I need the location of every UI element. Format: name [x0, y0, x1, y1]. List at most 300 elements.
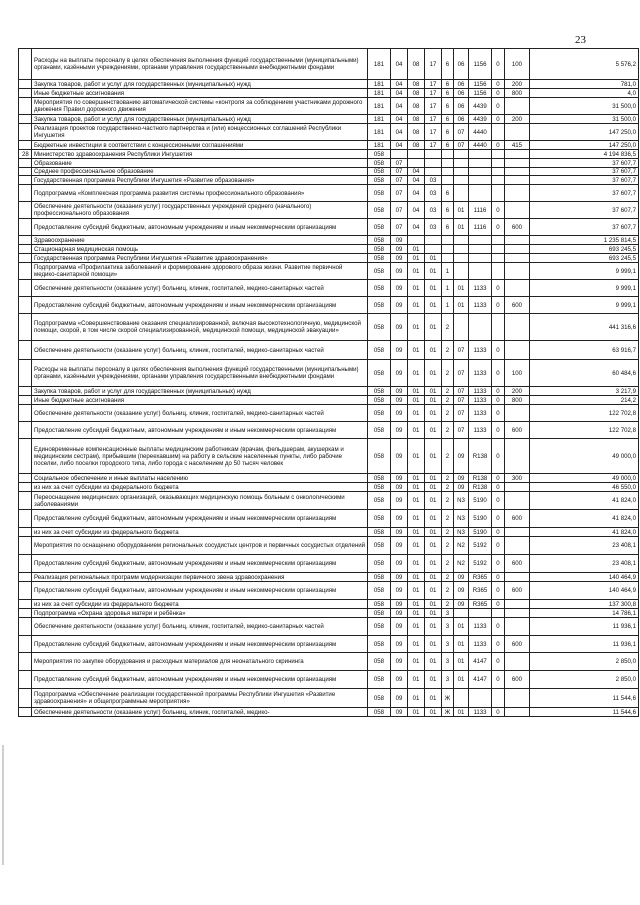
cell-os: [454, 185, 469, 202]
cell-dir: 1133: [469, 341, 492, 360]
cell-pp: 2: [442, 483, 454, 492]
cell-name: Предоставление субсидий бюджетным, автономным учреждениям и иным некоммерческим организациям: [32, 219, 368, 236]
cell-rz: 04: [391, 98, 408, 115]
cell-pp: 3: [442, 636, 454, 653]
cell-sum: 41 824,0: [530, 492, 639, 510]
cell-k: 0: [492, 618, 505, 636]
cell-vr: [505, 254, 530, 263]
cell-k: 0: [492, 141, 505, 150]
cell-n: [19, 387, 32, 396]
cell-pp: 2: [442, 422, 454, 439]
cell-k: [492, 609, 505, 618]
cell-name: Предоставление субсидий бюджетным, автономным учреждениям и иным некоммерческим организациям: [32, 555, 368, 573]
cell-n: [19, 115, 32, 124]
cell-n: [19, 573, 32, 582]
cell-pp: 6: [442, 98, 454, 115]
cell-pp: [442, 236, 454, 245]
cell-os: 01: [454, 280, 469, 297]
cell-os: 09: [454, 439, 469, 474]
cell-k: 0: [492, 89, 505, 98]
cell-dir: [469, 185, 492, 202]
cell-p: 01: [425, 636, 442, 653]
cell-ved: 058: [368, 168, 391, 176]
cell-pp: 2: [442, 360, 454, 387]
cell-vr: 200: [505, 80, 530, 89]
cell-os: 07: [454, 405, 469, 422]
cell-k: 0: [492, 474, 505, 483]
cell-sum: 1 235 814,5: [530, 236, 639, 245]
cell-name: Обеспечение деятельности (оказание услуг) больниц, клиник, госпиталей, медико-санитарных частей: [32, 618, 368, 636]
cell-pp: 2: [442, 396, 454, 405]
cell-os: 01: [454, 636, 469, 653]
cell-p: 03: [425, 176, 442, 185]
cell-ved: 181: [368, 141, 391, 150]
cell-dir: 1116: [469, 219, 492, 236]
cell-pp: 6: [442, 219, 454, 236]
cell-ved: 181: [368, 89, 391, 98]
cell-p: 01: [425, 483, 442, 492]
cell-pr: 04: [408, 176, 425, 185]
cell-rz: 09: [391, 245, 408, 254]
cell-name: Предоставление субсидий бюджетным, автономным учреждениям и иным некоммерческим организациям: [32, 422, 368, 439]
cell-n: [19, 202, 32, 219]
cell-p: 01: [425, 708, 442, 717]
cell-p: 03: [425, 219, 442, 236]
cell-dir: R138: [469, 474, 492, 483]
cell-ved: 058: [368, 360, 391, 387]
budget-table: [18, 48, 639, 717]
cell-sum: 23 408,1: [530, 555, 639, 573]
cell-rz: 09: [391, 474, 408, 483]
cell-name: Реализация региональных программ модернизации первичного звена здравоохранения: [32, 573, 368, 582]
cell-p: 01: [425, 510, 442, 528]
cell-os: [454, 159, 469, 168]
cell-n: [19, 396, 32, 405]
cell-ved: 058: [368, 263, 391, 280]
cell-p: 01: [425, 528, 442, 537]
scan-edge-mark: [2, 745, 4, 865]
cell-os: [454, 176, 469, 185]
cell-os: 09: [454, 573, 469, 582]
cell-name: Государственная программа Республики Ингушетия «Развитие здравоохранения»: [32, 254, 368, 263]
cell-n: [19, 600, 32, 609]
cell-k: 0: [492, 387, 505, 396]
cell-rz: 09: [391, 297, 408, 314]
cell-ved: 058: [368, 396, 391, 405]
cell-dir: 4147: [469, 653, 492, 671]
cell-p: 01: [425, 422, 442, 439]
cell-k: 0: [492, 98, 505, 115]
cell-n: [19, 708, 32, 717]
cell-rz: 04: [391, 115, 408, 124]
cell-p: [425, 236, 442, 245]
cell-rz: 04: [391, 49, 408, 80]
cell-name: Образование: [32, 159, 368, 168]
cell-rz: 09: [391, 280, 408, 297]
cell-name: Предоставление субсидий бюджетным, автономным учреждениям и иным некоммерческим организациям: [32, 582, 368, 600]
cell-pr: 01: [408, 537, 425, 555]
cell-vr: [505, 168, 530, 176]
cell-ved: 058: [368, 314, 391, 341]
cell-pp: 6: [442, 124, 454, 141]
cell-vr: [505, 708, 530, 717]
cell-vr: [505, 483, 530, 492]
table-row: [19, 387, 639, 396]
cell-rz: 09: [391, 510, 408, 528]
cell-sum: 9 999,1: [530, 280, 639, 297]
table-row: [19, 124, 639, 141]
cell-k: [492, 263, 505, 280]
cell-ved: 058: [368, 609, 391, 618]
cell-name: Предоставление субсидий бюджетным, автономным учреждениям и иным некоммерческим организациям: [32, 671, 368, 689]
cell-sum: 4,0: [530, 89, 639, 98]
cell-vr: [505, 185, 530, 202]
cell-rz: 09: [391, 405, 408, 422]
cell-sum: 41 824,0: [530, 528, 639, 537]
cell-ved: 058: [368, 555, 391, 573]
cell-sum: 214,2: [530, 396, 639, 405]
cell-name: Обеспечение деятельности (оказания услуг) государственных учреждений среднего (начального) профессионального образования: [32, 202, 368, 219]
cell-sum: 693 245,5: [530, 245, 639, 254]
cell-n: [19, 555, 32, 573]
cell-rz: 09: [391, 492, 408, 510]
cell-name: Предоставление субсидий бюджетным, автономным учреждениям и иным некоммерческим организациям: [32, 297, 368, 314]
cell-ved: 058: [368, 492, 391, 510]
table-row: [19, 600, 639, 609]
cell-rz: 09: [391, 671, 408, 689]
cell-dir: [469, 689, 492, 708]
cell-sum: 122 702,8: [530, 405, 639, 422]
cell-os: [454, 168, 469, 176]
cell-ved: 058: [368, 219, 391, 236]
cell-dir: R138: [469, 439, 492, 474]
cell-pp: 1: [442, 280, 454, 297]
cell-sum: 2 850,0: [530, 653, 639, 671]
cell-rz: 04: [391, 89, 408, 98]
cell-p: 17: [425, 80, 442, 89]
cell-k: 0: [492, 341, 505, 360]
table-row: [19, 422, 639, 439]
cell-dir: [469, 150, 492, 159]
cell-vr: [505, 202, 530, 219]
cell-k: 0: [492, 636, 505, 653]
cell-pp: 3: [442, 609, 454, 618]
cell-rz: 09: [391, 360, 408, 387]
cell-pp: 6: [442, 49, 454, 80]
cell-os: [454, 150, 469, 159]
cell-dir: 4440: [469, 124, 492, 141]
cell-sum: 122 702,8: [530, 422, 639, 439]
cell-sum: 37 607,7: [530, 202, 639, 219]
cell-os: N2: [454, 555, 469, 573]
cell-os: N3: [454, 492, 469, 510]
cell-k: 0: [492, 49, 505, 80]
cell-pr: 01: [408, 582, 425, 600]
cell-k: 0: [492, 528, 505, 537]
cell-pr: 01: [408, 573, 425, 582]
cell-vr: 100: [505, 49, 530, 80]
cell-pr: 01: [408, 689, 425, 708]
cell-p: [425, 159, 442, 168]
cell-pp: 2: [442, 528, 454, 537]
cell-rz: 09: [391, 573, 408, 582]
cell-rz: 04: [391, 141, 408, 150]
cell-n: [19, 141, 32, 150]
table-row: [19, 510, 639, 528]
cell-n: [19, 636, 32, 653]
cell-vr: [505, 159, 530, 168]
cell-ved: 058: [368, 689, 391, 708]
table-row: [19, 185, 639, 202]
cell-k: 0: [492, 483, 505, 492]
cell-name: Бюджетные инвестиции в соответствии с концессионными соглашениями: [32, 141, 368, 150]
cell-pp: 2: [442, 474, 454, 483]
cell-pr: 08: [408, 98, 425, 115]
cell-p: 01: [425, 396, 442, 405]
cell-pr: 04: [408, 219, 425, 236]
cell-ved: 058: [368, 582, 391, 600]
cell-rz: 07: [391, 185, 408, 202]
cell-dir: 1133: [469, 297, 492, 314]
cell-ved: 058: [368, 636, 391, 653]
cell-pp: 2: [442, 555, 454, 573]
cell-name: Расходы на выплаты персоналу в целях обеспечения выполнения функций государственными (муниципальными) органами, казёнными учреждениями, органами управления государственными внебюджетными фондами: [32, 360, 368, 387]
cell-ved: 058: [368, 245, 391, 254]
cell-vr: 600: [505, 671, 530, 689]
cell-sum: 140 464,9: [530, 582, 639, 600]
table-row: [19, 80, 639, 89]
cell-k: 0: [492, 297, 505, 314]
cell-rz: 09: [391, 618, 408, 636]
cell-pr: 01: [408, 280, 425, 297]
cell-sum: 60 484,6: [530, 360, 639, 387]
cell-dir: 1133: [469, 280, 492, 297]
cell-p: 01: [425, 689, 442, 708]
cell-sum: 49 000,0: [530, 474, 639, 483]
table-row: [19, 474, 639, 483]
cell-pr: [408, 159, 425, 168]
cell-k: 0: [492, 492, 505, 510]
cell-p: 17: [425, 115, 442, 124]
table-row: [19, 537, 639, 555]
cell-sum: 140 464,9: [530, 573, 639, 582]
cell-n: [19, 280, 32, 297]
cell-ved: 058: [368, 202, 391, 219]
cell-dir: [469, 609, 492, 618]
cell-p: 01: [425, 555, 442, 573]
cell-rz: 09: [391, 555, 408, 573]
table-row: [19, 396, 639, 405]
table-row: [19, 573, 639, 582]
cell-p: 01: [425, 618, 442, 636]
cell-os: [454, 263, 469, 280]
table-row: [19, 405, 639, 422]
table-row: [19, 141, 639, 150]
cell-rz: 09: [391, 600, 408, 609]
cell-n: [19, 297, 32, 314]
cell-n: [19, 98, 32, 115]
cell-name: Обеспечение деятельности (оказание услуг) больниц, клиник, госпиталей, медико-санитарных частей: [32, 405, 368, 422]
cell-pp: [442, 176, 454, 185]
table-row: [19, 708, 639, 717]
cell-dir: 1133: [469, 618, 492, 636]
cell-rz: 07: [391, 176, 408, 185]
cell-pr: 01: [408, 671, 425, 689]
cell-pr: 01: [408, 422, 425, 439]
cell-vr: 415: [505, 141, 530, 150]
cell-p: 01: [425, 600, 442, 609]
cell-os: 06: [454, 80, 469, 89]
cell-name: Стационарная медицинская помощь: [32, 245, 368, 254]
cell-pr: 01: [408, 396, 425, 405]
cell-n: [19, 483, 32, 492]
cell-pp: 2: [442, 492, 454, 510]
cell-ved: 058: [368, 528, 391, 537]
cell-os: [454, 254, 469, 263]
cell-dir: 4439: [469, 115, 492, 124]
cell-k: [492, 124, 505, 141]
cell-sum: 147 250,0: [530, 141, 639, 150]
cell-sum: 31 500,0: [530, 115, 639, 124]
cell-os: 06: [454, 49, 469, 80]
cell-pr: 08: [408, 89, 425, 98]
cell-sum: 63 916,7: [530, 341, 639, 360]
cell-name: Закупка товаров, работ и услуг для государственных (муниципальных) нужд: [32, 115, 368, 124]
cell-name: Обеспечение деятельности (оказание услуг) больниц, клиник, госпиталей, медико-санитарных частей: [32, 341, 368, 360]
cell-dir: 1133: [469, 360, 492, 387]
cell-sum: 11 544,6: [530, 689, 639, 708]
cell-ved: 181: [368, 49, 391, 80]
cell-name: Министерство здравоохранения Республики Ингушетия: [32, 150, 368, 159]
cell-vr: [505, 405, 530, 422]
cell-name: Мероприятия по оснащению оборудованием региональных сосудистых центров и первичных сосудистых отделений: [32, 537, 368, 555]
cell-ved: 058: [368, 254, 391, 263]
cell-name: Подпрограмма «Охрана здоровья матери и ребёнка»: [32, 609, 368, 618]
cell-pr: 01: [408, 439, 425, 474]
cell-n: [19, 168, 32, 176]
cell-n: [19, 510, 32, 528]
cell-dir: 1133: [469, 422, 492, 439]
table-row: [19, 297, 639, 314]
table-row: [19, 341, 639, 360]
cell-rz: 09: [391, 483, 408, 492]
cell-vr: 600: [505, 510, 530, 528]
cell-name: из них за счет субсидии из федерального бюджета: [32, 600, 368, 609]
cell-pp: [442, 159, 454, 168]
cell-sum: 41 824,0: [530, 510, 639, 528]
cell-n: [19, 474, 32, 483]
cell-n: [19, 49, 32, 80]
table-row: [19, 636, 639, 653]
cell-name: Среднее профессиональное образование: [32, 168, 368, 176]
cell-sum: 693 245,5: [530, 254, 639, 263]
cell-name: Здравоохранение: [32, 236, 368, 245]
cell-sum: 2 850,0: [530, 671, 639, 689]
cell-pp: 6: [442, 115, 454, 124]
cell-ved: 058: [368, 708, 391, 717]
cell-pp: 2: [442, 510, 454, 528]
cell-p: 01: [425, 573, 442, 582]
cell-p: 17: [425, 141, 442, 150]
cell-os: 06: [454, 115, 469, 124]
cell-p: 01: [425, 671, 442, 689]
cell-sum: 37 607,7: [530, 176, 639, 185]
cell-p: 17: [425, 98, 442, 115]
cell-k: 0: [492, 396, 505, 405]
cell-dir: 5192: [469, 537, 492, 555]
cell-p: 17: [425, 49, 442, 80]
cell-dir: 5192: [469, 555, 492, 573]
cell-ved: 181: [368, 98, 391, 115]
cell-pr: 01: [408, 618, 425, 636]
cell-vr: 800: [505, 89, 530, 98]
cell-vr: [505, 314, 530, 341]
table-row: [19, 176, 639, 185]
cell-os: 01: [454, 219, 469, 236]
cell-p: 01: [425, 297, 442, 314]
cell-rz: 09: [391, 254, 408, 263]
table-row: [19, 689, 639, 708]
cell-rz: 09: [391, 636, 408, 653]
cell-n: [19, 124, 32, 141]
table-row: [19, 492, 639, 510]
cell-name: Предоставление субсидий бюджетным, автономным учреждениям и иным некоммерческим организациям: [32, 510, 368, 528]
cell-pp: 2: [442, 573, 454, 582]
cell-pr: [408, 150, 425, 159]
table-row: [19, 49, 639, 80]
cell-dir: R138: [469, 483, 492, 492]
cell-vr: [505, 492, 530, 510]
cell-os: 07: [454, 341, 469, 360]
cell-ved: 058: [368, 671, 391, 689]
cell-pp: 6: [442, 202, 454, 219]
cell-dir: 5190: [469, 528, 492, 537]
cell-k: 0: [492, 582, 505, 600]
cell-os: 07: [454, 141, 469, 150]
cell-ved: 058: [368, 483, 391, 492]
table-row: [19, 439, 639, 474]
cell-name: Обеспечение деятельности (оказание услуг) больниц, клиник, госпиталей, медико-санитарных частей: [32, 280, 368, 297]
cell-vr: [505, 618, 530, 636]
cell-ved: 058: [368, 297, 391, 314]
cell-k: 0: [492, 405, 505, 422]
cell-vr: [505, 341, 530, 360]
cell-dir: 1156: [469, 49, 492, 80]
cell-rz: 04: [391, 124, 408, 141]
cell-os: 01: [454, 708, 469, 717]
cell-vr: [505, 124, 530, 141]
cell-name: Мероприятия по совершенствованию автоматической системы «контроля за соблюдением участниками дорожного движения Правил дорожного движения: [32, 98, 368, 115]
cell-ved: 058: [368, 236, 391, 245]
cell-dir: [469, 245, 492, 254]
cell-dir: 1133: [469, 405, 492, 422]
cell-p: 01: [425, 254, 442, 263]
cell-pp: 1: [442, 263, 454, 280]
cell-rz: 09: [391, 708, 408, 717]
cell-pr: 01: [408, 555, 425, 573]
table-row: [19, 555, 639, 573]
cell-dir: 1133: [469, 636, 492, 653]
cell-p: 01: [425, 405, 442, 422]
cell-ved: 058: [368, 176, 391, 185]
cell-n: [19, 314, 32, 341]
table-row: [19, 159, 639, 168]
cell-ved: 058: [368, 387, 391, 396]
cell-vr: [505, 236, 530, 245]
cell-ved: 058: [368, 341, 391, 360]
cell-sum: 37 607,7: [530, 159, 639, 168]
cell-ved: 058: [368, 150, 391, 159]
